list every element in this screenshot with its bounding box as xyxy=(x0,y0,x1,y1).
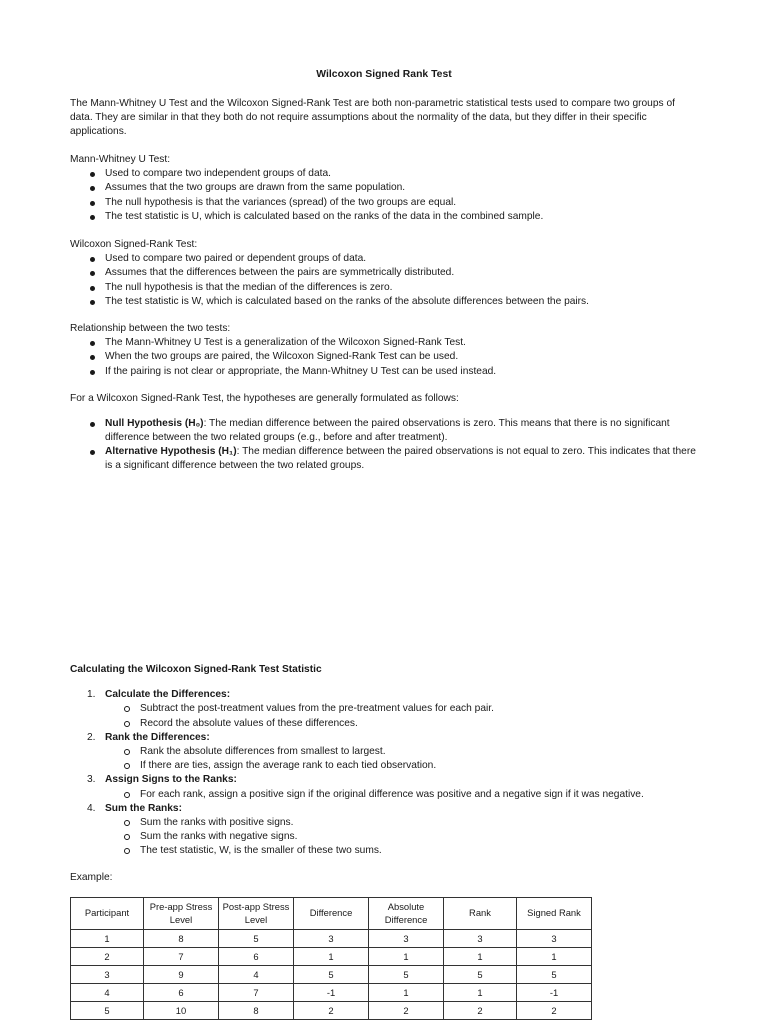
table-row xyxy=(71,966,592,984)
alternative-hypothesis-item: Alternative Hypothesis (H₁): The median difference between the paired observations is not equal to zero. This indicates that there is a significant difference between the two related groups. xyxy=(105,445,698,473)
list-item: The null hypothesis is that the variances (spread) of the two groups are equal. xyxy=(105,196,698,210)
table-cell: 7 xyxy=(219,984,294,1002)
table-cell: 5 xyxy=(294,966,369,984)
calc-section xyxy=(70,663,698,859)
list-item: Assumes that the two groups are drawn from the same population. xyxy=(105,181,698,195)
table-cell: 2 xyxy=(71,948,144,966)
calc-step: 4. Sum the Ranks: Sum the ranks with positive signs. Sum the ranks with negative signs. The test statistic, W, is the smaller of these two sums. xyxy=(105,802,698,859)
list-item: For each rank, assign a positive sign if the original difference was positive and a negative sign if it was negative. xyxy=(140,788,698,802)
list-item: The test statistic is U, which is calculated based on the ranks of the data in the combined sample. xyxy=(105,210,698,224)
list-item: If the pairing is not clear or appropriate, the Mann-Whitney U Test can be used instead. xyxy=(105,365,698,379)
list-item: The test statistic is W, which is calculated based on the ranks of the absolute differences between the pairs. xyxy=(105,295,698,309)
list-item: If there are ties, assign the average rank to each tied observation. xyxy=(140,759,698,773)
wilcoxon-list xyxy=(70,252,698,309)
table-cell: 6 xyxy=(219,948,294,966)
relationship-section xyxy=(70,322,698,379)
calc-substeps xyxy=(105,745,698,773)
wilcoxon-section xyxy=(70,238,698,309)
table-cell: 1 xyxy=(71,930,144,948)
list-item: The Mann-Whitney U Test is a generalization of the Wilcoxon Signed-Rank Test. xyxy=(105,336,698,350)
column-header: Participant xyxy=(71,898,144,930)
table-cell: 3 xyxy=(444,930,517,948)
hypotheses-section xyxy=(70,392,698,473)
list-item: Rank the absolute differences from smallest to largest. xyxy=(140,745,698,759)
calc-substeps xyxy=(105,788,698,802)
hypotheses-list xyxy=(70,417,698,473)
table-cell: 3 xyxy=(517,930,592,948)
relationship-list xyxy=(70,336,698,379)
mann-whitney-section xyxy=(70,153,698,224)
table-cell: 1 xyxy=(369,984,444,1002)
table-cell: 2 xyxy=(444,1002,517,1020)
column-header: Signed Rank xyxy=(517,898,592,930)
table-row xyxy=(71,948,592,966)
column-header: Pre-app Stress Level xyxy=(144,898,219,930)
list-item: Sum the ranks with positive signs. xyxy=(140,816,698,830)
column-header: Post-app Stress Level xyxy=(219,898,294,930)
table-cell: 3 xyxy=(369,930,444,948)
intro-paragraph: The Mann-Whitney U Test and the Wilcoxon Signed-Rank Test are both non-parametric statistical tests used to compare two groups of data. They are similar in that they both do not require assumptions about the normality of the data, but they differ in their specific applications. xyxy=(70,98,675,138)
table-cell: 1 xyxy=(444,984,517,1002)
table-cell: 5 xyxy=(517,966,592,984)
wilcoxon-heading: Wilcoxon Signed-Rank Test: xyxy=(70,239,198,250)
table-cell: 3 xyxy=(294,930,369,948)
table-cell: 8 xyxy=(144,930,219,948)
mann-whitney-heading: Mann-Whitney U Test: xyxy=(70,154,171,165)
hypotheses-lead: For a Wilcoxon Signed-Rank Test, the hypotheses are generally formulated as follows: xyxy=(70,393,459,404)
calc-substeps xyxy=(105,816,698,859)
calc-steps-list xyxy=(70,688,698,858)
table-cell: 5 xyxy=(369,966,444,984)
calc-heading: Calculating the Wilcoxon Signed-Rank Test Statistic xyxy=(70,664,322,675)
column-header: Absolute Difference xyxy=(369,898,444,930)
table-cell: 4 xyxy=(219,966,294,984)
column-header: Difference xyxy=(294,898,369,930)
table-cell: 5 xyxy=(219,930,294,948)
table-cell: 3 xyxy=(71,966,144,984)
list-item: Record the absolute values of these differences. xyxy=(140,717,698,731)
table-cell: 7 xyxy=(144,948,219,966)
table-cell: 4 xyxy=(71,984,144,1002)
example-table xyxy=(70,897,592,1020)
table-row xyxy=(71,984,592,1002)
list-item: Used to compare two paired or dependent groups of data. xyxy=(105,252,698,266)
table-cell: 5 xyxy=(444,966,517,984)
calc-step: 2. Rank the Differences: Rank the absolute differences from smallest to largest. If there are ties, assign the average rank to each tied observation. xyxy=(105,731,698,774)
document-title: Wilcoxon Signed Rank Test xyxy=(316,69,452,80)
list-item: Used to compare two independent groups of data. xyxy=(105,167,698,181)
column-header: Rank xyxy=(444,898,517,930)
calc-step: 1. Calculate the Differences: Subtract the post-treatment values from the pre-treatment values for each pair. Record the absolute values of these differences. xyxy=(105,688,698,731)
table-header-row xyxy=(71,898,592,930)
calc-step: 3. Assign Signs to the Ranks: For each rank, assign a positive sign if the original difference was positive and a negative sign if it was negative. xyxy=(105,773,698,801)
table-cell: 6 xyxy=(144,984,219,1002)
table-cell: 5 xyxy=(71,1002,144,1020)
list-item: Assumes that the differences between the pairs are symmetrically distributed. xyxy=(105,266,698,280)
table-cell: 10 xyxy=(144,1002,219,1020)
table-cell: -1 xyxy=(294,984,369,1002)
table-cell: 2 xyxy=(294,1002,369,1020)
list-item: The test statistic, W, is the smaller of these two sums. xyxy=(140,844,698,858)
table-cell: 1 xyxy=(369,948,444,966)
mann-whitney-list xyxy=(70,167,698,224)
relationship-heading: Relationship between the two tests: xyxy=(70,323,231,334)
list-item: Sum the ranks with negative signs. xyxy=(140,830,698,844)
list-item: When the two groups are paired, the Wilcoxon Signed-Rank Test can be used. xyxy=(105,350,698,364)
example-label: Example: xyxy=(70,872,113,883)
table-cell: 9 xyxy=(144,966,219,984)
null-hypothesis-item: Null Hypothesis (H₀): The median difference between the paired observations is zero. This means that there is no significant difference between the two related groups (e.g., before and after treatment). xyxy=(105,417,698,445)
table-cell: 2 xyxy=(517,1002,592,1020)
calc-substeps xyxy=(105,702,698,730)
table-cell: 1 xyxy=(517,948,592,966)
table-row xyxy=(71,930,592,948)
table-cell: 8 xyxy=(219,1002,294,1020)
table-cell: 1 xyxy=(444,948,517,966)
table-cell: -1 xyxy=(517,984,592,1002)
table-cell: 2 xyxy=(369,1002,444,1020)
list-item: The null hypothesis is that the median of the differences is zero. xyxy=(105,281,698,295)
table-row xyxy=(71,1002,592,1020)
list-item: Subtract the post-treatment values from the pre-treatment values for each pair. xyxy=(140,702,698,716)
table-cell: 1 xyxy=(294,948,369,966)
